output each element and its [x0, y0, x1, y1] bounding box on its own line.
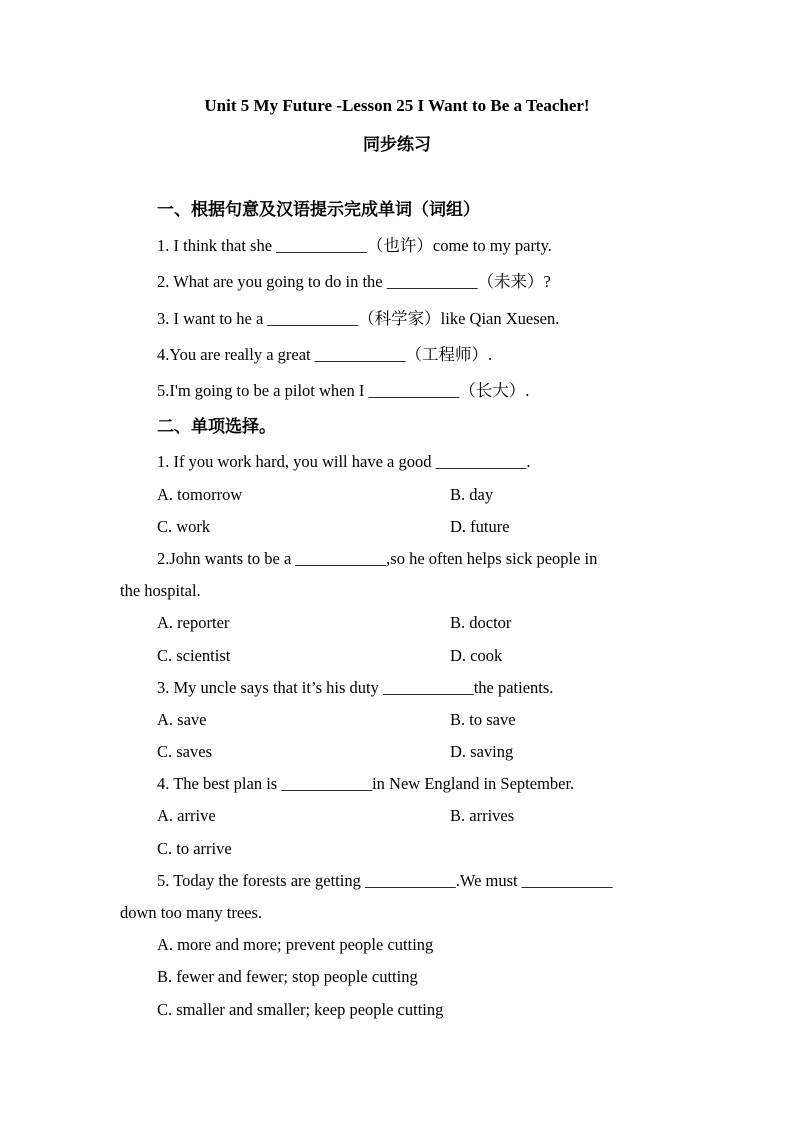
question-2-option-c: C. scientist: [157, 646, 231, 665]
question-2-stem-line2: the hospital.: [120, 581, 201, 600]
question-1-option-a: A. tomorrow: [157, 485, 243, 504]
question-2-stem-line1: 2.John wants to be a ___________,so he often helps sick people in: [157, 549, 598, 568]
question-1-stem: 1. If you work hard, you will have a good ___________.: [157, 452, 531, 471]
fill-blank-item-2: 2. What are you going to do in the ___________（未来）?: [157, 272, 551, 291]
question-1-option-d: D. future: [450, 517, 510, 536]
question-5-option-b: B. fewer and fewer; stop people cutting: [157, 967, 418, 986]
question-4-stem: 4. The best plan is ___________in New England in September.: [157, 774, 575, 793]
question-5-stem-line1: 5. Today the forests are getting ___________.We must ___________: [157, 871, 613, 890]
fill-blank-item-1: 1. I think that she ___________（也许）come to my party.: [157, 236, 552, 255]
question-3-option-c: C. saves: [157, 742, 212, 761]
section1-heading: 一、根据句意及汉语提示完成单词（词组）: [157, 200, 480, 219]
question-4-option-b: B. arrives: [450, 806, 515, 825]
document-title: Unit 5 My Future -Lesson 25 I Want to Be a Teacher!: [204, 96, 590, 115]
fill-blank-item-5: 5.I'm going to be a pilot when I ___________（长大）.: [157, 381, 530, 400]
question-2-option-d: D. cook: [450, 646, 503, 665]
question-2-option-b: B. doctor: [450, 613, 512, 632]
question-3-option-a: A. save: [157, 710, 207, 729]
question-5-stem-line2: down too many trees.: [120, 903, 263, 922]
question-2-option-a: A. reporter: [157, 613, 230, 632]
question-4-option-c: C. to arrive: [157, 839, 232, 858]
document-subtitle: 同步练习: [363, 135, 431, 154]
question-3-stem: 3. My uncle says that it’s his duty ___________the patients.: [157, 678, 554, 697]
fill-blank-item-3: 3. I want to he a ___________（科学家）like Qian Xuesen.: [157, 309, 560, 328]
question-3-option-d: D. saving: [450, 742, 514, 761]
question-3-option-b: B. to save: [450, 710, 516, 729]
question-1-option-b: B. day: [450, 485, 494, 504]
question-5-option-a: A. more and more; prevent people cutting: [157, 935, 434, 954]
question-4-option-a: A. arrive: [157, 806, 216, 825]
section2-heading: 二、单项选择。: [157, 417, 276, 436]
question-5-option-c: C. smaller and smaller; keep people cutting: [157, 1000, 444, 1019]
fill-blank-item-4: 4.You are really a great ___________（工程师）.: [157, 345, 493, 364]
question-1-option-c: C. work: [157, 517, 211, 536]
